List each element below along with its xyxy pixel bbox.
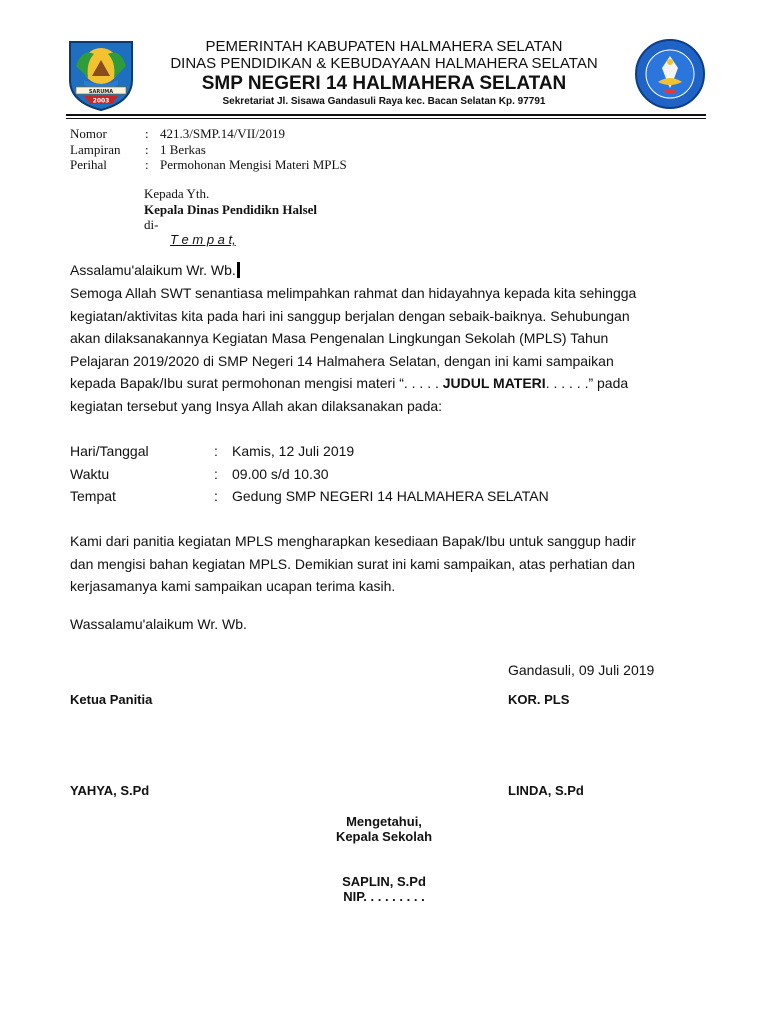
schedule-sep-place: : bbox=[214, 488, 218, 504]
letterhead-rule bbox=[66, 114, 706, 116]
nomor-sep: : bbox=[145, 126, 149, 141]
left-signer-name: YAHYA, S.Pd bbox=[70, 783, 150, 798]
lampiran-sep: : bbox=[145, 142, 149, 157]
paragraph-2-line: dan mengisi bahan kegiatan MPLS. Demikian surat ini kami sampaikan, atas perhatian dan bbox=[70, 555, 635, 572]
svg-text:2003: 2003 bbox=[92, 97, 110, 105]
recipient-di: di- bbox=[144, 217, 159, 232]
paragraph-1-line5-post: . . . . . .” pada bbox=[545, 375, 629, 391]
nomor-label: Nomor bbox=[70, 126, 107, 141]
schedule-sep-time: : bbox=[214, 466, 218, 482]
perihal-sep: : bbox=[145, 157, 149, 172]
schedule-value-date: Kamis, 12 Juli 2019 bbox=[232, 443, 355, 459]
right-signer-title: KOR. PLS bbox=[508, 692, 570, 707]
paragraph-1 bbox=[70, 282, 695, 417]
nomor-value: 421.3/SMP.14/VII/2019 bbox=[160, 126, 285, 141]
paragraph-2 bbox=[70, 530, 695, 598]
letterhead-rule-thin bbox=[66, 118, 706, 119]
judul-materi: JUDUL MATERI bbox=[442, 375, 546, 391]
letterhead-government: PEMERINTAH KABUPATEN HALMAHERA SELATAN bbox=[205, 38, 563, 55]
paragraph-1-line5-mid bbox=[443, 372, 695, 395]
lampiran-value: 1 Berkas bbox=[160, 142, 206, 157]
schedule-label-date: Hari/Tanggal bbox=[70, 443, 149, 459]
paragraph-1-line: Semoga Allah SWT senantiasa melimpahkan rahmat dan hidayahnya kepada kita sehingga bbox=[70, 285, 637, 301]
paragraph-2-line: kerjasamanya kami sampaikan ucapan terima kasih. bbox=[70, 578, 396, 594]
paragraph-2-line: Kami dari panitia kegiatan MPLS mengharapkan kesediaan Bapak/Ibu untuk sanggup hadir bbox=[70, 533, 636, 549]
recipient-place: T e m p a t, bbox=[170, 232, 236, 247]
lampiran-label: Lampiran bbox=[70, 142, 121, 157]
center-signer-title-1: Mengetahui, bbox=[346, 814, 422, 829]
closing-greeting: Wassalamu'alaikum Wr. Wb. bbox=[70, 616, 247, 632]
center-signer-name: SAPLIN, S.Pd bbox=[342, 874, 426, 889]
paragraph-1-line: kegiatan tersebut yang Insya Allah akan dilaksanakan pada: bbox=[70, 397, 443, 414]
letterhead-department: DINAS PENDIDIKAN & KEBUDAYAAN HALMAHERA SELATAN bbox=[170, 55, 598, 72]
perihal-value: Permohonan Mengisi Materi MPLS bbox=[160, 157, 347, 172]
svg-text:SARUMA: SARUMA bbox=[88, 88, 114, 95]
schedule-value-place: Gedung SMP NEGERI 14 HALMAHERA SELATAN bbox=[232, 488, 549, 504]
place-date: Gandasuli, 09 Juli 2019 bbox=[508, 662, 655, 678]
perihal-label: Perihal bbox=[70, 157, 107, 172]
greeting-text: Assalamu'alaikum Wr. Wb. bbox=[70, 262, 236, 278]
greeting bbox=[70, 259, 240, 282]
center-signer-title-2: Kepala Sekolah bbox=[335, 829, 433, 844]
schedule-value-time: 09.00 s/d 10.30 bbox=[232, 466, 329, 482]
right-signer-name: LINDA, S.Pd bbox=[508, 783, 584, 798]
schedule-sep-date: : bbox=[214, 443, 218, 459]
text-cursor bbox=[237, 262, 240, 278]
letterhead-school-name: SMP NEGERI 14 HALMAHERA SELATAN bbox=[201, 73, 567, 94]
schedule-label-place: Tempat bbox=[70, 488, 116, 504]
letterhead-address: Sekretariat Jl. Sisawa Gandasuli Raya kec. Bacan Selatan Kp. 97791 bbox=[222, 96, 546, 107]
paragraph-1-line: kegiatan/aktivitas kita pada hari ini sanggup berjalan dengan sebaik-baiknya. Sehubungan bbox=[70, 307, 630, 324]
recipient-salutation: Kepada Yth. bbox=[144, 186, 210, 201]
center-signer-nip: NIP. . . . . . . . . bbox=[343, 889, 425, 904]
paragraph-1-line bbox=[70, 372, 695, 395]
paragraph-1-line5-pre: kepada Bapak/Ibu surat permohonan mengisi materi “. . . . . bbox=[70, 375, 443, 391]
schedule-label-time: Waktu bbox=[70, 466, 110, 482]
left-signer-title: Ketua Panitia bbox=[70, 692, 153, 707]
paragraph-1-line: Pelajaran 2019/2020 di SMP Negeri 14 Halmahera Selatan, dengan ini kami sampaikan bbox=[70, 352, 614, 369]
paragraph-1-line: akan dilaksanakannya Kegiatan Masa Pengenalan Lingkungan Sekolah (MPLS) Tahun bbox=[70, 330, 609, 346]
recipient-name: Kepala Dinas Pendidikn Halsel bbox=[144, 202, 318, 217]
